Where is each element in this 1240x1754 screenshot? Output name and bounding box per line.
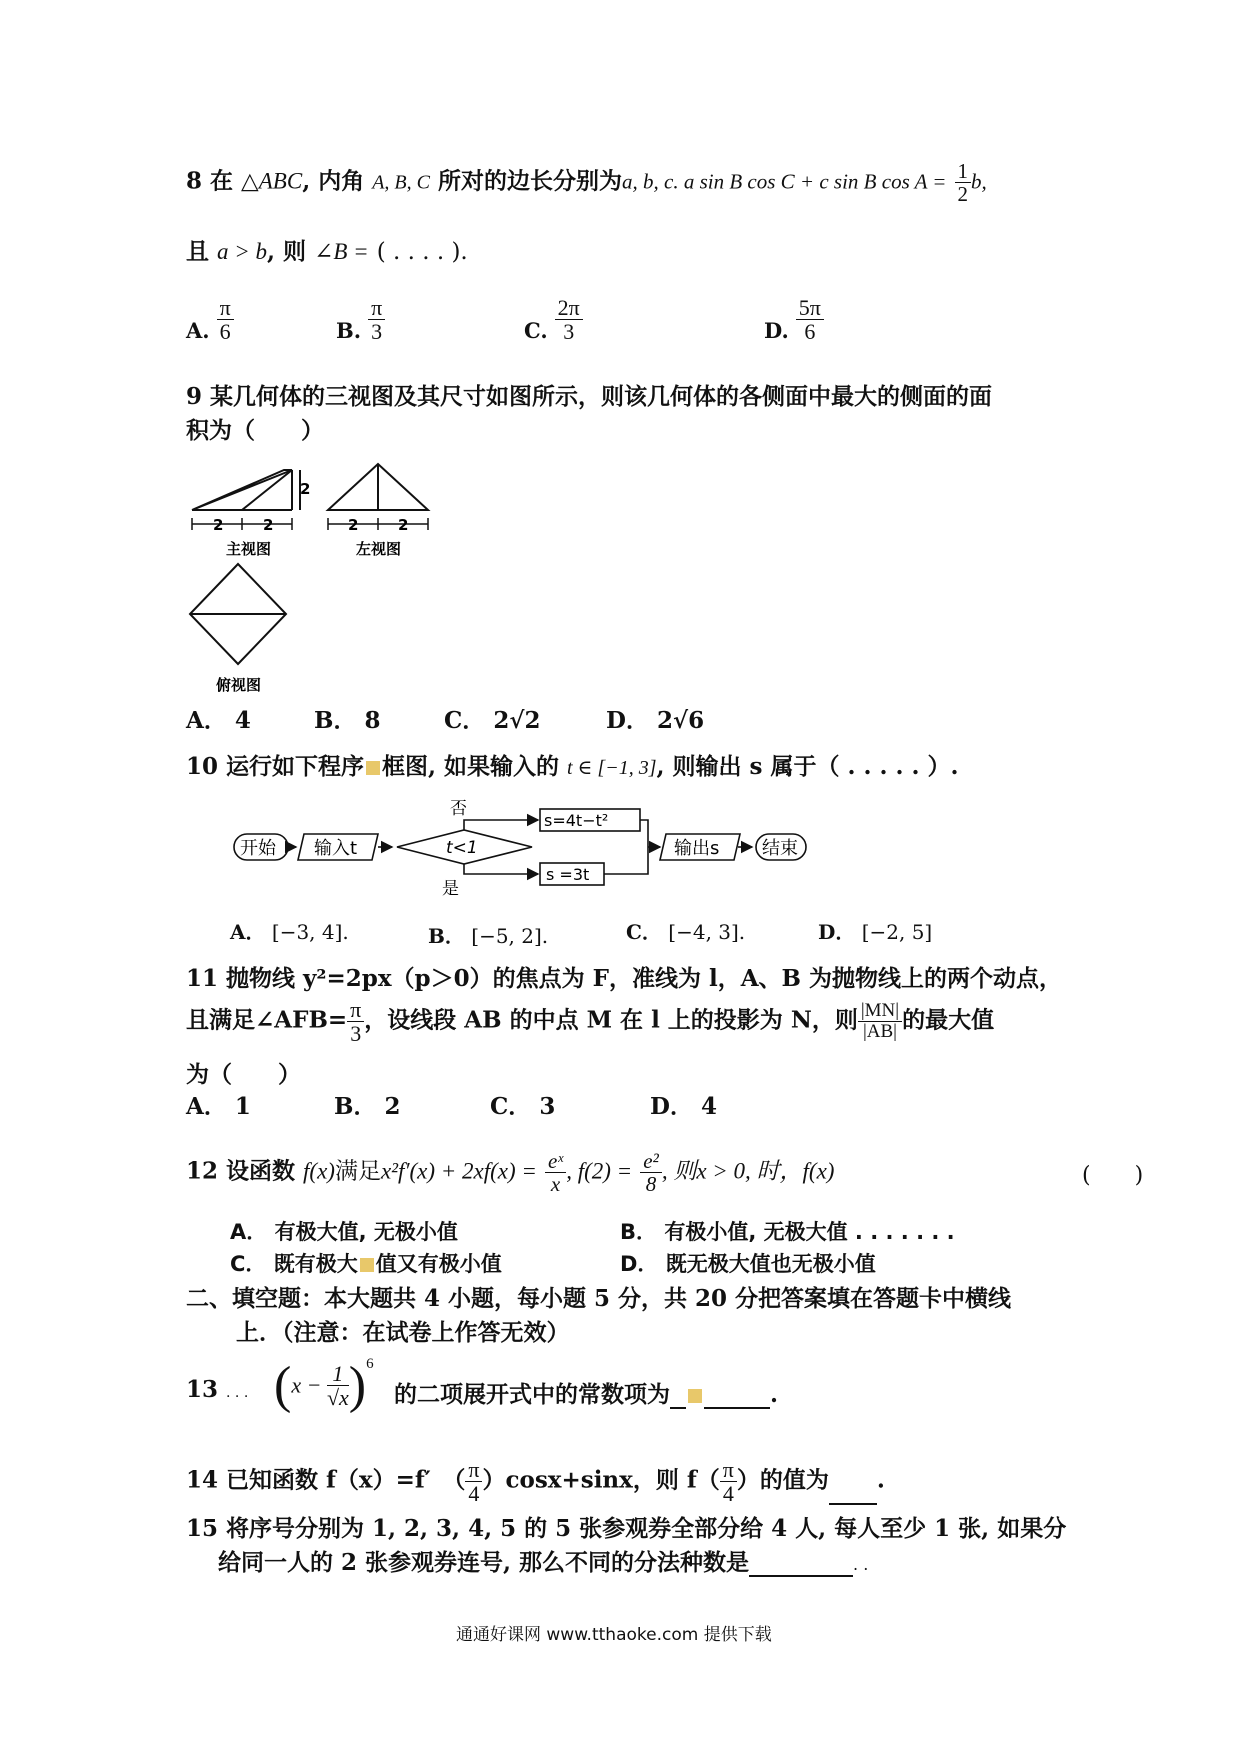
- q10-option-a-value: [−3, 4].: [271, 920, 349, 944]
- q14-frac2-den: 4: [722, 1481, 734, 1507]
- q9-option-a: [186, 702, 251, 735]
- q12-option-b-value: 有极小值, 无极大值 . . . . . . .: [664, 1220, 955, 1244]
- q13-answer-blank: [704, 1407, 770, 1409]
- q10-text-c: , 则输出 s 属于（ . . . . . ）.: [656, 753, 959, 780]
- flow-box-2-label: s =3t: [546, 865, 590, 884]
- q14-frac2-num: π: [720, 1458, 737, 1482]
- q12-option-c-value-b: 值又有极小值: [375, 1252, 502, 1276]
- q8-option-b-fraction: [368, 296, 385, 343]
- q12-tail: , 则x > 0, 时，f(x): [661, 1158, 835, 1184]
- q8-half-tail: b,: [971, 169, 987, 194]
- q8-option-d-label: D.: [764, 318, 789, 344]
- q12-option-a: [230, 1216, 458, 1246]
- q14-text-c: ）的值为: [736, 1466, 829, 1494]
- q8-number: 8: [186, 167, 203, 195]
- q10-condition: t ∈ [−1, 3]: [567, 757, 657, 779]
- q13-end: .: [770, 1381, 779, 1408]
- q13-text: [394, 1376, 778, 1409]
- q12-option-d-label: D．: [620, 1252, 659, 1276]
- q10-option-c-value: [−4, 3].: [668, 920, 746, 944]
- q10-option-b: [428, 920, 548, 949]
- q11-text-b: ，设线段 AB 的中点 M 在 l 上的投影为 N，则: [364, 1006, 858, 1034]
- q11-option-b: [334, 1088, 400, 1121]
- q15-end: . .: [853, 1555, 869, 1574]
- q8-text-a: 在: [210, 167, 234, 195]
- flow-no-label: 否: [450, 799, 467, 819]
- q8-angles: A, B, C: [372, 171, 430, 194]
- q11-angle-den: 3: [350, 1021, 362, 1047]
- q11-option-c: [490, 1088, 555, 1121]
- q12-f2-num: e²: [640, 1150, 662, 1173]
- side-width-label-2: 2: [398, 516, 409, 534]
- front-view: [192, 470, 300, 530]
- q10-option-c-label: C．: [626, 920, 662, 944]
- q15-answer-blank: [749, 1575, 853, 1577]
- q11-option-d-label: D．: [650, 1093, 693, 1120]
- q10-line: [186, 748, 959, 781]
- highlight-mark: [360, 1258, 374, 1272]
- q8-text-e: , 则: [267, 238, 307, 265]
- q8-option-d-den: 6: [804, 319, 816, 345]
- q13-number: 13: [186, 1376, 219, 1403]
- q8-option-a-fraction: [217, 296, 234, 343]
- q9-option-b-value: 8: [364, 707, 381, 734]
- q11-ratio-num: |MN|: [858, 1001, 902, 1022]
- q12-f2: , f(2) =: [566, 1158, 633, 1184]
- q8-option-c-den: 3: [563, 319, 575, 345]
- q11-ratio-den: |AB|: [862, 1021, 897, 1043]
- q13-exponent: 6: [366, 1356, 374, 1372]
- q8-option-c-label: C.: [524, 318, 548, 344]
- q12-option-b-label: B．: [620, 1220, 658, 1244]
- q11-text-a: 且满足∠AFB=: [186, 1006, 348, 1034]
- q8-option-c: [524, 296, 583, 343]
- q11-line1: 11 抛物线 y²=2px（p＞0）的焦点为 F，准线为 l，A、B 为抛物线上的两个动点，: [186, 965, 1062, 992]
- q9-option-c-value: 2√2: [493, 707, 541, 734]
- page-footer: 通通好课网 www.tthaoke.com 提供下载: [456, 1625, 772, 1645]
- q8-condition: a > b: [217, 239, 268, 264]
- flow-input-label: 输入t: [314, 838, 358, 859]
- q12-f1-den: x: [550, 1172, 561, 1197]
- front-height-label: 2: [300, 480, 311, 498]
- q11-angle-num: π: [347, 998, 364, 1022]
- q11-option-d: [650, 1088, 717, 1121]
- q13-expr-num: 1: [327, 1362, 349, 1386]
- q15-line2: [218, 1544, 868, 1577]
- q12-option-c-value-a: 既有极大: [273, 1252, 358, 1276]
- q8-option-b-den: 3: [371, 319, 383, 345]
- flow-end-label: 结束: [762, 838, 798, 859]
- q8-line2: [186, 233, 468, 266]
- q8-option-d-fraction: [796, 296, 824, 343]
- q8-option-a: [186, 296, 234, 343]
- q8-half-den: 2: [957, 182, 968, 207]
- q14-fraction-1: [465, 1458, 482, 1505]
- q8-option-a-label: A.: [186, 318, 210, 344]
- q8-option-b-label: B.: [336, 318, 362, 344]
- front-view-label: 主视图: [226, 540, 272, 558]
- q12-f2-den: 8: [645, 1172, 657, 1197]
- q12-answer-paren: ( ): [1082, 1163, 1144, 1188]
- q8-option-b-num: π: [368, 296, 385, 320]
- q12-option-a-value: 有极大值, 无极小值: [274, 1220, 458, 1244]
- q14-end: .: [876, 1466, 885, 1494]
- q12-text-mid: 满足: [334, 1158, 381, 1185]
- q11-ratio-fraction: [858, 1001, 902, 1042]
- q9-option-b-label: B．: [314, 707, 357, 734]
- q8-option-d: [764, 296, 824, 343]
- q8-triangle: △ABC: [241, 168, 303, 194]
- q12-fx: f(x): [303, 1158, 335, 1184]
- q8-ask: ∠B =: [314, 239, 369, 264]
- front-width-label-1: 2: [213, 516, 224, 534]
- q12-option-b: [620, 1216, 955, 1246]
- q10-flowchart: [232, 796, 832, 896]
- flow-start-label: 开始: [240, 838, 276, 859]
- front-width-label-2: 2: [263, 516, 274, 534]
- q10-option-d-value: [−2, 5]: [861, 920, 933, 944]
- q12-option-a-label: A．: [230, 1220, 268, 1244]
- top-view-label: 俯视图: [216, 676, 262, 694]
- q9-option-d: [606, 702, 704, 735]
- side-view-label: 左视图: [356, 540, 402, 558]
- q8-line1: [186, 160, 987, 205]
- q12-fraction-1: [545, 1150, 566, 1195]
- q9-option-b: [314, 702, 380, 735]
- q12-text-a: 12 设函数: [186, 1157, 296, 1185]
- q13-text-content: 的二项展开式中的常数项为: [394, 1381, 670, 1408]
- q8-text-b: , 内角: [302, 167, 365, 195]
- q8-text-c: 所对的边长分别为: [438, 167, 623, 195]
- q11-option-b-value: 2: [384, 1093, 401, 1120]
- q8-text-d: 且: [186, 238, 209, 265]
- q10-option-a: [230, 916, 349, 945]
- q10-option-b-value: [−5, 2].: [471, 924, 549, 948]
- q11-option-a-value: 1: [234, 1093, 251, 1120]
- q14-text-a: 14 已知函数 f（x）=f′: [186, 1466, 431, 1494]
- q10-option-a-label: A．: [230, 920, 266, 944]
- q8-option-a-num: π: [217, 296, 234, 320]
- q15-line1: 15 将序号分别为 1, 2, 3, 4, 5 的 5 张参观券全部分给 4 人, 每人至少 1 张, 如果分: [186, 1515, 1067, 1542]
- q13-expression: (x − $\frac{1}{√x}$ )$^6$: [274, 1356, 374, 1414]
- q12-option-d-value: 既无极大值也无极小值: [665, 1252, 876, 1276]
- q8-answer-paren: ( . . . . ).: [376, 239, 468, 265]
- q9-option-c-label: C．: [444, 707, 486, 734]
- q12-line: [186, 1150, 834, 1195]
- q8-option-b: [336, 296, 385, 343]
- q13-fraction: [327, 1362, 349, 1409]
- q9-option-d-value: 2√6: [656, 707, 705, 734]
- flow-yes-label: 是: [442, 879, 459, 896]
- q8-half-num: 1: [955, 160, 972, 183]
- q9-option-a-value: 4: [234, 707, 251, 734]
- q10-option-b-label: B．: [428, 924, 465, 948]
- q9-line1: 9 某几何体的三视图及其尺寸如图所示，则该几何体的各侧面中最大的侧面的面: [186, 383, 993, 410]
- q13-blank-start: [670, 1407, 686, 1409]
- q12-option-d: [620, 1248, 876, 1278]
- flow-box-1-label: s=4t−t²: [544, 811, 609, 830]
- q10-text-b: 框图, 如果输入的: [382, 753, 560, 780]
- q11-angle-fraction: [347, 998, 364, 1045]
- q11-option-b-label: B．: [334, 1093, 377, 1120]
- q11-option-a-label: A．: [186, 1093, 227, 1120]
- q10-option-d: [818, 916, 932, 945]
- q9-option-d-label: D．: [606, 707, 649, 734]
- q10-option-d-label: D．: [818, 920, 856, 944]
- section2-line2: 上．（注意：在试卷上作答无效）: [236, 1319, 570, 1346]
- q11-option-a: [186, 1088, 251, 1121]
- q13-dots: . . .: [226, 1385, 249, 1401]
- flow-decision-label: t<1: [446, 838, 478, 858]
- side-width-label-1: 2: [348, 516, 359, 534]
- q9-three-view-figure: [188, 450, 438, 695]
- flow-output-label: 输出s: [674, 838, 720, 859]
- q10-text-a: 10 运行如下程序: [186, 753, 365, 780]
- q12-option-c: [230, 1248, 502, 1278]
- highlight-mark: [688, 1389, 702, 1403]
- q12-option-c-label: C．: [230, 1252, 267, 1276]
- q11-line3: 为（ ）: [186, 1061, 301, 1088]
- q8-equation: a, b, c. a sin B cos C + c sin B cos A =: [622, 169, 947, 194]
- q13-line: [186, 1376, 248, 1403]
- highlight-mark: [366, 761, 380, 775]
- q8-option-d-num: 5π: [796, 296, 824, 320]
- q15-text: 给同一人的 2 张参观券连号, 那么不同的分法种数是: [218, 1549, 750, 1576]
- top-view: [190, 564, 286, 664]
- section2-line1: 二、填空题：本大题共 4 小题，每小题 5 分，共 20 分把答案填在答题卡中横线: [186, 1285, 1012, 1312]
- q12-f1-num: eˣ: [545, 1150, 566, 1173]
- q9-option-a-label: A．: [186, 707, 227, 734]
- q11-option-c-label: C．: [490, 1093, 532, 1120]
- q8-option-c-fraction: [555, 296, 583, 343]
- q12-fraction-2: [640, 1150, 662, 1195]
- q14-fraction-2: [720, 1458, 737, 1505]
- q10-option-c: [626, 916, 745, 945]
- q8-option-a-den: 6: [219, 319, 231, 345]
- q14-answer-blank: [829, 1503, 877, 1505]
- q13-expr-a: x −: [291, 1372, 322, 1398]
- q11-text-c: 的最大值: [902, 1006, 995, 1034]
- q14-line: 14 已知函数 f（x）=f′ （ $\frac{\pi}{4}$ ）cosx+sinx，则 f（ $\frac{\pi}{4}$ ）的值为 .: [186, 1457, 885, 1507]
- q8-option-c-num: 2π: [555, 296, 583, 320]
- q14-frac1-den: 4: [468, 1481, 480, 1507]
- q9-line2: 积为（ ）: [186, 417, 324, 444]
- q14-text-b: ）cosx+sinx，则 f（: [482, 1466, 720, 1494]
- q14-frac1-num: π: [465, 1458, 482, 1482]
- q11-option-d-value: 4: [700, 1093, 717, 1120]
- q11-line2: [186, 998, 994, 1045]
- q13-expr-den: √x: [326, 1385, 349, 1410]
- side-view: [328, 464, 428, 530]
- q9-option-c: [444, 702, 540, 735]
- q11-option-c-value: 3: [539, 1093, 556, 1120]
- q8-half-fraction: [955, 160, 972, 205]
- q12-equation: x²f′(x) + 2xf(x) =: [380, 1158, 537, 1184]
